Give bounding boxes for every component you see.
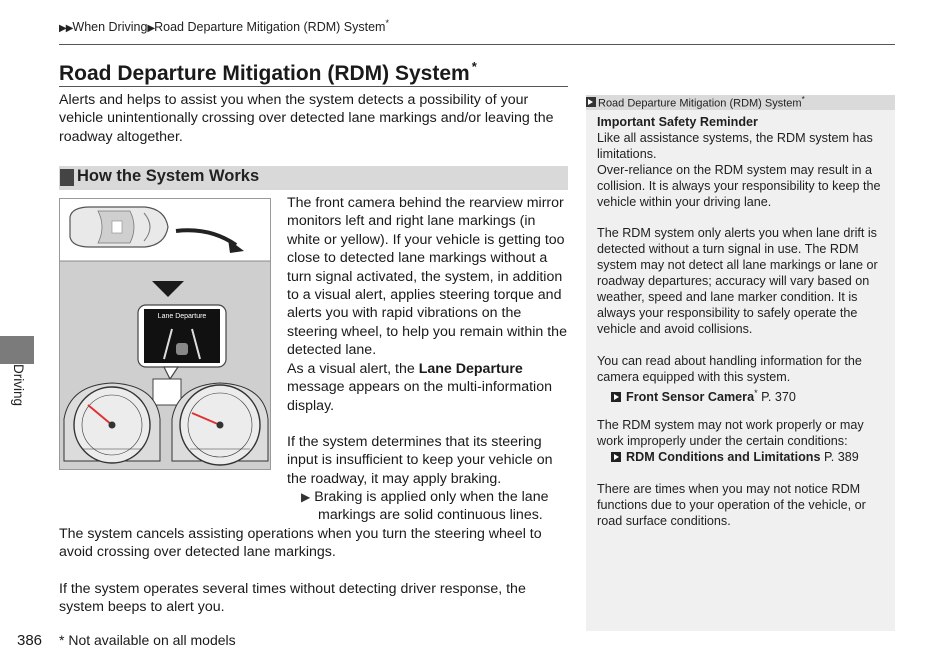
visual-alert-paragraph: [287, 360, 572, 415]
intro-paragraph: Alerts and helps to assist you when the system detects a possibility of your vehicle unintentionally crossing over detected lane markings and/or leaving the roadway altogether.: [59, 92, 554, 145]
safety-reminder: [597, 114, 889, 210]
page-title: [59, 59, 477, 86]
visual-alert-suffix: message appears on the multi-information display.: [287, 379, 552, 414]
sidebar-conditions-text: The RDM system may not work properly or may work improperly under the certain conditions:: [597, 418, 864, 448]
sidebar-alert-paragraph: The RDM system only alerts you when lane drift is detected without a turn signal in use. The RDM system may not detect all lane markings or lane or roadway departures; accuracy will vary based on weather, speed and lane marker condition. It is always your responsibility to safely operate the vehicle and avoid collisions.: [597, 226, 878, 336]
footnote: * Not available on all models: [59, 632, 236, 648]
breadcrumb-star: *: [385, 18, 389, 28]
sidebar-camera-paragraph: [597, 353, 889, 405]
sidebar-header-arrow-icon: [586, 97, 596, 107]
breadcrumb-arrows-icon: ▶▶: [59, 23, 73, 35]
breadcrumb: [59, 18, 389, 34]
breadcrumb-item-when-driving[interactable]: When Driving: [72, 20, 148, 35]
rdm-illustration-svg: [60, 199, 271, 470]
braking-note: [301, 488, 561, 525]
note-line-2: markings are solid continuous lines.: [318, 507, 543, 524]
sidebar-header: [586, 95, 895, 110]
car-top-view-icon: [70, 207, 168, 247]
lane-departure-label: Lane Departure: [418, 361, 523, 377]
visual-alert-prefix: As a visual alert, the: [287, 361, 419, 377]
braking-paragraph: If the system determines that its steering input is insufficient to keep your vehicle on the roadway, it may apply braking.: [287, 434, 553, 487]
breadcrumb-separator-icon: ▶: [147, 23, 155, 35]
section-square-icon: [60, 169, 74, 186]
page-title-text: Road Departure Mitigation (RDM) System: [59, 62, 470, 85]
note-arrow-icon: ▶: [301, 490, 311, 504]
safety-reminder-title: Important Safety Reminder: [597, 115, 758, 129]
title-divider: [59, 86, 568, 87]
down-arrow-icon: [152, 281, 184, 297]
chapter-tab: [0, 336, 34, 364]
sidebar-notice-paragraph: There are times when you may not notice RDM functions due to your operation of the vehicle, or road surface conditions.: [597, 482, 866, 528]
sidebar-header-star: *: [801, 95, 805, 104]
breadcrumb-item-rdm[interactable]: Road Departure Mitigation (RDM) System: [154, 20, 386, 35]
reference-arrow-icon: [611, 392, 621, 402]
page-number: 386: [17, 632, 43, 649]
screen-label: Lane Departure: [157, 313, 207, 320]
front-sensor-camera-link[interactable]: Front Sensor Camera* P. 370: [597, 385, 889, 405]
section-heading-bar: [59, 166, 568, 190]
rdm-illustration: [59, 198, 271, 470]
sidebar-conditions-paragraph: [597, 417, 889, 465]
how-it-works-paragraph: The front camera behind the rearview mirror monitors left and right lane markings (in white or yellow). If your vehicle is getting too close to detected lane markings without a turn signal activated, the system, in addition to a visual alert, applies steering torque and alerts you with rapid vibrations on the steering wheel, to help you remain within the detected lane.: [287, 195, 567, 359]
safety-reminder-text: Like all assistance systems, the RDM system has limitations. Over-reliance on the RDM system may result in a collision. It is always your responsibility to keep the vehicle within your driving lane.: [597, 131, 881, 209]
cancel-paragraph: The system cancels assisting operations when you turn the steering wheel to avoid crossing over detected lane markings.: [59, 526, 542, 561]
sidebar-header-text: Road Departure Mitigation (RDM) System: [598, 97, 802, 110]
note-line-1: Braking is applied only when the lane: [314, 489, 549, 505]
header-divider: [59, 44, 895, 45]
beep-paragraph: If the system operates several times without detecting driver response, the system beeps to alert you.: [59, 581, 526, 616]
chapter-tab-label: Driving: [11, 364, 26, 407]
section-heading: How the System Works: [77, 167, 260, 185]
sidebar-camera-text: You can read about handling information for the camera equipped with this system.: [597, 354, 862, 384]
rdm-conditions-link[interactable]: RDM Conditions and Limitations P. 389: [597, 449, 889, 465]
reference-arrow-icon: [611, 452, 621, 462]
page-title-star: *: [471, 59, 477, 74]
